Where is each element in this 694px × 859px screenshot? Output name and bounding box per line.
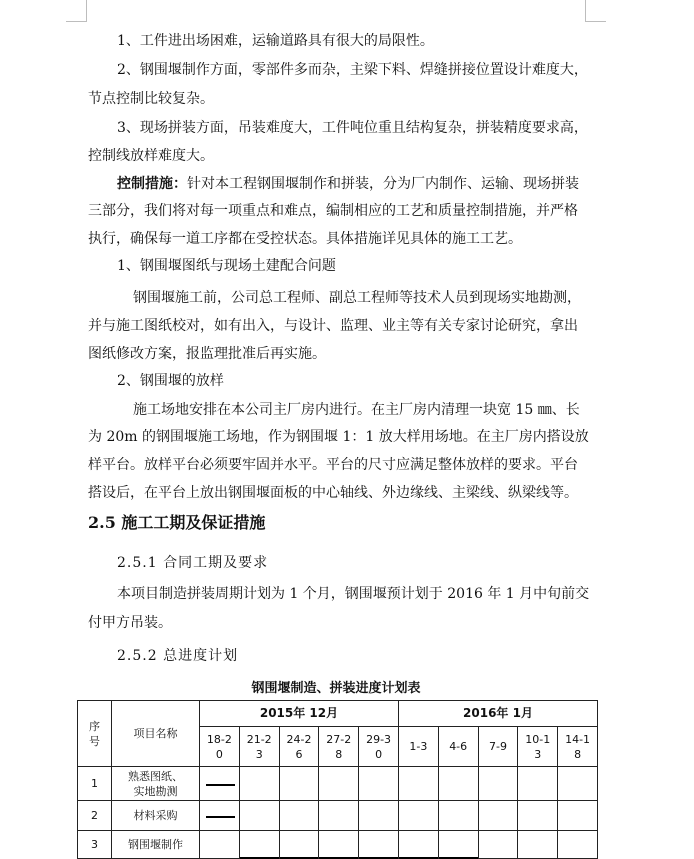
row-item-name <box>112 801 200 831</box>
section-2-title: 2、钢围堰的放样 <box>117 373 224 389</box>
section-1-line-3: 图纸修改方案，报监理批准后再实施。 <box>88 346 326 362</box>
schedule-cell <box>398 767 438 801</box>
header-period-line-1: 29-3 <box>366 732 392 746</box>
header-period-line-1: 7-9 <box>488 740 507 753</box>
measures-label: 控制措施： <box>117 176 187 192</box>
schedule-cell <box>438 767 478 801</box>
header-item-name: 项目名称 <box>112 701 200 767</box>
schedule-cell <box>478 801 518 831</box>
header-period <box>239 727 279 767</box>
header-period <box>518 727 558 767</box>
section-1-line-1: 钢围堰施工前，公司总工程师、副总工程师等技术人员到现场实地勘测， <box>133 290 581 306</box>
row-number: 2 <box>78 801 112 831</box>
subheading-schedule: 2.5.2 总进度计划 <box>117 648 239 664</box>
schedule-cell <box>359 801 399 831</box>
section-2-line-2: 为 20m 的钢围堰施工场地，作为钢围堰 1：1 放大样用场地。在主厂房内搭设放 <box>88 429 589 445</box>
schedule-table <box>77 700 598 859</box>
measures-line-1 <box>117 174 579 194</box>
header-month-2015-12: 2015年 12月 <box>200 701 399 727</box>
row-number: 1 <box>78 767 112 801</box>
row-item-name <box>112 831 200 859</box>
schedule-cell <box>558 767 598 801</box>
row-item-name-line-1: 材料采购 <box>133 809 178 822</box>
schedule-cell <box>239 831 279 859</box>
schedule-bar <box>206 784 235 786</box>
schedule-cell <box>518 801 558 831</box>
measures-line-2: 三部分，我们将对每一项重点和难点，编制相应的工艺和质量控制措施，并严格 <box>88 203 578 219</box>
schedule-bar <box>206 816 235 818</box>
section-2-line-1: 施工场地安排在本公司主厂房内进行。在主厂房内清理一块宽 15 ㎜、长 <box>133 402 580 418</box>
section-1-line-2: 并与施工图纸校对，如有出入，与设计、监理、业主等有关专家讨论研究，拿出 <box>88 318 578 334</box>
schedule-cell <box>319 831 359 859</box>
measures-line-3: 执行，确保每一道工序都在受控状态。具体措施详见具体的施工工艺。 <box>88 231 522 247</box>
schedule-cell <box>398 831 438 859</box>
schedule-cell <box>200 831 240 859</box>
section-1-title: 1、钢围堰图纸与现场土建配合问题 <box>117 258 336 274</box>
section-2-line-3: 样平台。放样平台必须要牢固并水平。平台的尺寸应满足整体放样的要求。平台 <box>88 457 578 473</box>
section-heading: 2.5 施工工期及保证措施 <box>88 513 266 532</box>
header-period-line-2: 8 <box>574 747 582 761</box>
schedule-cell <box>518 767 558 801</box>
header-period <box>200 727 240 767</box>
subheading-contract: 2.5.1 合同工期及要求 <box>117 555 269 571</box>
header-period-line-1: 24-2 <box>286 732 312 746</box>
header-period-line-2: 0 <box>215 747 223 761</box>
schedule-cell <box>279 767 319 801</box>
header-period <box>438 727 478 767</box>
difficulty-2: 2、钢围堰制作方面，零部件多而杂，主梁下料、焊缝拼接位置设计难度大， <box>117 62 588 78</box>
header-period-line-1: 4-6 <box>449 740 468 753</box>
header-period-line-2: 3 <box>255 747 263 761</box>
header-period-line-1: 18-2 <box>206 732 232 746</box>
header-month-2016-01: 2016年 1月 <box>398 701 597 727</box>
page-corner-mark-left <box>86 0 87 22</box>
row-number: 3 <box>78 831 112 859</box>
section-2-line-4: 搭设后，在平台上放出钢围堰面板的中心轴线、外边缘线、主梁线、纵梁线等。 <box>88 485 578 501</box>
schedule-cell <box>239 767 279 801</box>
schedule-cell <box>558 801 598 831</box>
difficulty-3: 3、现场拼装方面，吊装难度大，工件吨位重且结构复杂，拼装精度要求高， <box>117 120 588 136</box>
header-period <box>478 727 518 767</box>
schedule-cell <box>398 801 438 831</box>
header-period <box>279 727 319 767</box>
header-period <box>319 727 359 767</box>
schedule-cell <box>239 801 279 831</box>
schedule-cell <box>279 831 319 859</box>
header-period <box>558 727 598 767</box>
table-row <box>78 831 598 859</box>
header-period-line-2: 6 <box>295 747 303 761</box>
measures-text: 针对本工程钢围堰制作和拼装，分为厂内制作、运输、现场拼装 <box>187 176 579 192</box>
schedule-cell <box>518 831 558 859</box>
header-seq-line-1: 序 <box>89 719 100 733</box>
schedule-cell <box>438 831 478 859</box>
header-period-line-2: 3 <box>534 747 542 761</box>
header-period-line-1: 10-1 <box>525 732 551 746</box>
header-period <box>398 727 438 767</box>
schedule-cell <box>438 801 478 831</box>
schedule-cell <box>200 767 240 801</box>
schedule-cell <box>359 831 399 859</box>
page-corner-mark-left-h <box>66 21 86 22</box>
header-period-line-1: 21-2 <box>246 732 272 746</box>
header-seq <box>78 701 112 767</box>
difficulty-1: 1、工件进出场困难，运输道路具有很大的局限性。 <box>117 33 434 49</box>
header-period <box>359 727 399 767</box>
header-period-line-1: 1-3 <box>409 740 428 753</box>
row-item-name <box>112 767 200 801</box>
table-row <box>78 767 598 801</box>
page-corner-mark-right-h <box>586 21 606 22</box>
table-title: 钢围堰制造、拼装进度计划表 <box>251 681 421 696</box>
schedule-cell <box>558 831 598 859</box>
schedule-cell <box>200 801 240 831</box>
header-period-line-2: 0 <box>375 747 383 761</box>
schedule-cell <box>478 831 518 859</box>
schedule-cell <box>319 767 359 801</box>
contract-line-1: 本项目制造拼装周期计划为 1 个月，钢围堰预计划于 2016 年 1 月中旬前交 <box>117 586 590 602</box>
header-seq-line-2: 号 <box>89 734 100 748</box>
header-period-line-2: 8 <box>335 747 343 761</box>
row-item-name-line-1: 钢围堰制作 <box>128 838 183 851</box>
schedule-cell <box>478 767 518 801</box>
difficulty-3-cont: 控制线放样难度大。 <box>88 148 214 164</box>
header-period-line-1: 14-1 <box>565 732 591 746</box>
row-item-name-line-1: 熟悉图纸、 <box>128 769 183 783</box>
schedule-cell <box>319 801 359 831</box>
difficulty-2-cont: 节点控制比较复杂。 <box>88 91 214 107</box>
contract-line-2: 付甲方吊装。 <box>88 615 172 631</box>
schedule-cell <box>359 767 399 801</box>
header-period-line-1: 27-2 <box>326 732 352 746</box>
page-corner-mark-right <box>585 0 586 22</box>
row-item-name-line-2: 实地勘测 <box>133 784 178 798</box>
table-row <box>78 801 598 831</box>
schedule-cell <box>279 801 319 831</box>
